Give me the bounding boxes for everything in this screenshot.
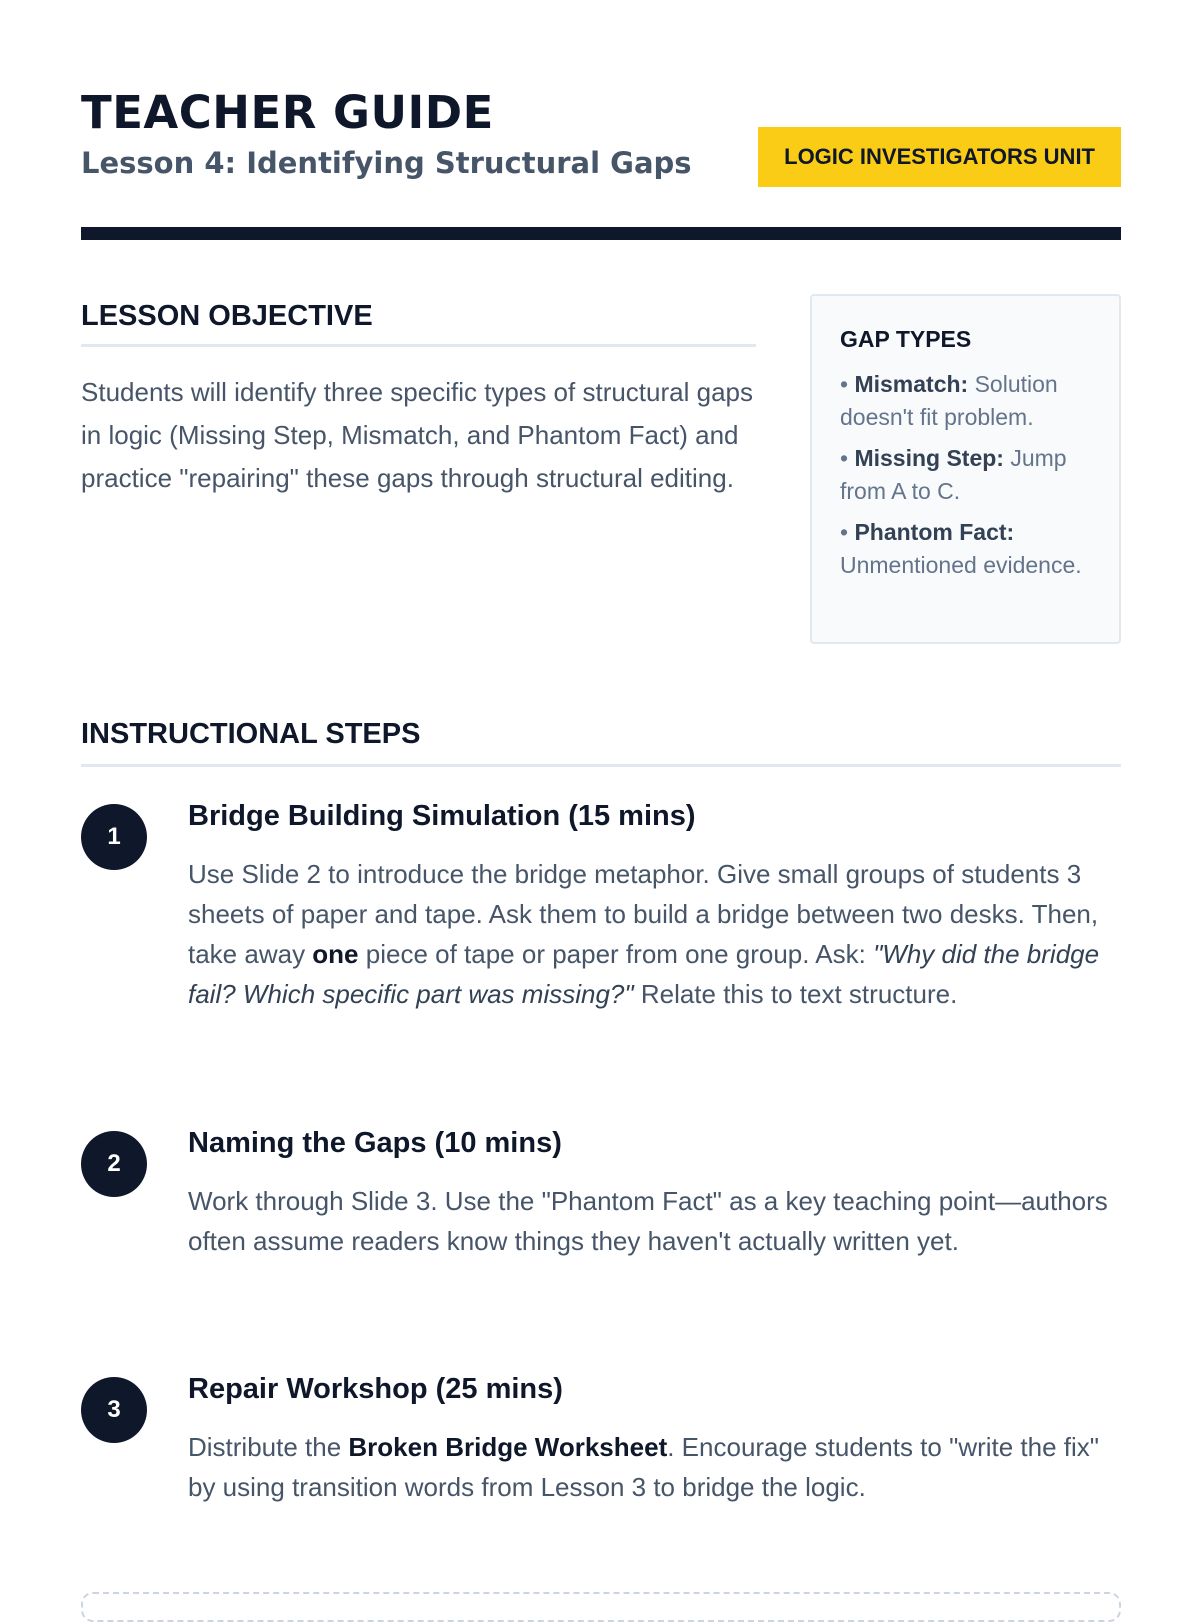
step-text: Use Slide 2 to introduce the bridge metaphor. Give small groups of students 3 sheets of paper and tape. Ask them to build a bridge between two desks. Then, take away: [188, 859, 1099, 969]
gap-desc: Solution doesn't fit problem.: [840, 371, 1058, 430]
step-text: Distribute the: [188, 1432, 349, 1462]
instructional-steps-section: [81, 714, 1121, 1502]
step-body: [188, 854, 1108, 1014]
dashed-box-edge: [81, 1592, 1121, 1622]
gap-term: Mismatch:: [854, 371, 969, 397]
gap-item-missing-step: • Missing Step: Jump from A to C.: [840, 445, 1067, 504]
header: [81, 80, 1121, 240]
step-title: Bridge Building Simulation (15 mins): [188, 800, 696, 832]
step-body: Work through Slide 3. Use the "Phantom Fact" as a key teaching point—authors often assume readers know things they haven't actually written yet.: [188, 1186, 1108, 1256]
gap-types-title: GAP TYPES: [840, 326, 972, 352]
gap-desc: Jump from A to C.: [840, 445, 1067, 504]
header-divider: [81, 227, 1121, 240]
objective-text: Students will identify three specific types of structural gaps in logic (Missing Step, Mismatch, and Phantom Fact) and practice "repairing" these gaps through structural editing.: [81, 377, 753, 493]
step-text: piece of tape or paper from one group. Ask:: [358, 939, 874, 969]
worksheet-name: Broken Bridge Worksheet: [348, 1432, 668, 1462]
step-quote: "Why did the bridge fail? Which specific part was missing?": [188, 939, 1100, 1009]
lesson-objective-section: [81, 296, 756, 500]
page-title: TEACHER GUIDE: [81, 86, 494, 139]
teacher-guide-page: [81, 0, 1121, 1600]
step-title: Repair Workshop (25 mins): [188, 1373, 563, 1405]
gap-item-mismatch: • Mismatch: Solution doesn't fit problem.: [840, 371, 1058, 430]
unit-badge: LOGIC INVESTIGATORS UNIT: [758, 127, 1121, 187]
gap-types-box: [810, 294, 1121, 644]
lesson-subtitle: Lesson 4: Identifying Structural Gaps: [81, 146, 692, 180]
step-title: Naming the Gaps (10 mins): [188, 1127, 562, 1159]
gap-term: Missing Step:: [854, 445, 1004, 471]
objective-heading: LESSON OBJECTIVE: [81, 296, 756, 347]
step-text: . Encourage students to "write the fix" by using transition words from Lesson 3 to bridge the logic.: [188, 1432, 1100, 1502]
step-emphasis: one: [312, 939, 359, 969]
gap-desc: Unmentioned evidence.: [840, 552, 1082, 578]
step-number-badge: 2: [81, 1131, 147, 1197]
steps-heading: INSTRUCTIONAL STEPS: [81, 714, 1121, 767]
step-number-badge: 1: [81, 804, 147, 870]
step-text: Relate this to text structure.: [633, 979, 958, 1009]
gap-item-phantom-fact: • Phantom Fact: Unmentioned evidence.: [840, 519, 1082, 578]
step-number-badge: 3: [81, 1377, 147, 1443]
step-body: [188, 1427, 1108, 1507]
gap-term: Phantom Fact:: [854, 519, 1015, 545]
